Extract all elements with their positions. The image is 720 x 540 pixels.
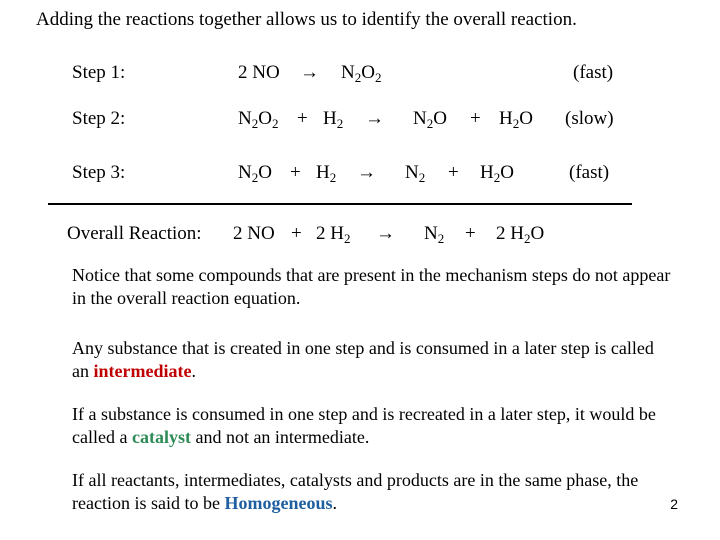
step-2-arrow: →	[365, 108, 384, 129]
paragraph-notice: Notice that some compounds that are present in the mechanism steps do not appear in the overall reaction equation.	[72, 265, 671, 308]
step-3-reactant-2: $H_2$	[316, 162, 337, 185]
step-2-reactant-1: $N_2O_2$	[238, 108, 279, 131]
step-1-speed: (fast)	[573, 62, 614, 83]
step-2-product-2: $H_2O$	[499, 108, 533, 131]
slide-title: Adding the reactions together allows us to identify the overall reaction.	[36, 9, 577, 30]
term-intermediate: intermediate	[93, 361, 192, 381]
overall-product-2: 2 $H_2O$	[496, 223, 545, 246]
overall-label: Overall Reaction:	[67, 223, 202, 244]
step-3-plus: +	[290, 162, 301, 183]
step-3-product-1: $N_2$	[405, 162, 426, 185]
page-number: 2	[670, 496, 678, 512]
step-2-speed: (slow)	[565, 108, 614, 129]
step-2-plus: +	[297, 108, 308, 129]
step-2-label: Step 2:	[72, 108, 126, 129]
step-1-arrow: →	[300, 62, 319, 83]
step-2-reactant-2: $H_2$	[323, 108, 344, 131]
paragraph-homogeneous: If all reactants, intermediates, catalysts and products are in the same phase, the reaction is said to be Homogeneous.	[72, 470, 639, 513]
step-3-product-2: $H_2O$	[480, 162, 514, 185]
overall-reactant-1: 2 NO	[233, 223, 275, 244]
step-1-product: $N_2O_2$	[341, 62, 382, 85]
step-3-plus-2: +	[448, 162, 459, 183]
step-3-arrow: →	[357, 162, 376, 183]
overall-product-1: $N_2$	[424, 223, 445, 246]
step-3-label: Step 3:	[72, 162, 126, 183]
overall-plus-2: +	[465, 223, 476, 244]
overall-plus: +	[291, 223, 302, 244]
step-2-plus-2: +	[470, 108, 481, 129]
overall-reactant-2: 2 $H_2$	[316, 223, 351, 246]
step-1-label: Step 1:	[72, 62, 126, 83]
paragraph-catalyst: If a substance is consumed in one step and is recreated in a later step, it would be called a catalyst and not an intermediate.	[72, 404, 656, 447]
overall-arrow: →	[376, 223, 395, 244]
sum-divider-line	[48, 203, 632, 205]
step-3-reactant-1: $N_2O$	[238, 162, 272, 185]
paragraph-intermediate: Any substance that is created in one step and is consumed in a later step is called an intermediate.	[72, 338, 654, 381]
step-1-reactant: 2 NO	[238, 62, 280, 83]
step-3-speed: (fast)	[569, 162, 610, 183]
term-homogeneous: Homogeneous	[224, 493, 333, 513]
step-2-product-1: $N_2O$	[413, 108, 447, 131]
term-catalyst: catalyst	[131, 427, 191, 447]
